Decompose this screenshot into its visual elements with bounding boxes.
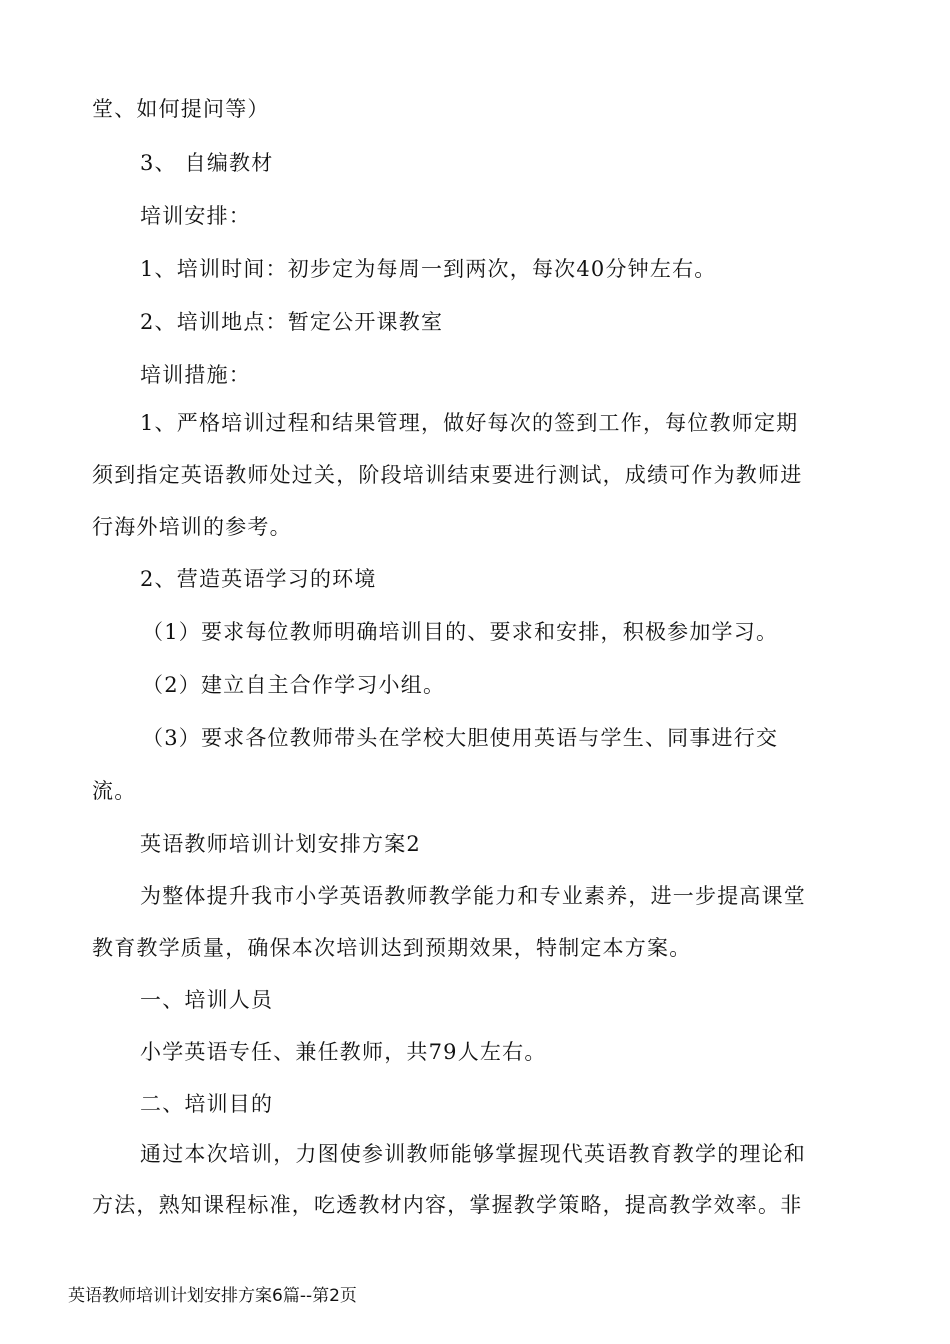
- section-heading: 培训措施：: [140, 363, 251, 387]
- paragraph-line: 1、严格培训过程和结果管理，做好每次的签到工作，每位教师定期: [140, 411, 799, 435]
- paragraph-line: 为整体提升我市小学英语教师教学能力和专业素养，进一步提高课堂: [140, 884, 806, 908]
- paragraph-line: 1、培训时间：初步定为每周一到两次，每次40分钟左右。: [140, 257, 717, 281]
- section-title: 英语教师培训计划安排方案2: [140, 832, 421, 856]
- list-item: （3）要求各位教师带头在学校大胆使用英语与学生、同事进行交: [142, 726, 779, 750]
- paragraph-line: 3、 自编教材: [140, 151, 274, 175]
- paragraph-line: 须到指定英语教师处过关，阶段培训结束要进行测试，成绩可作为教师进: [92, 463, 803, 487]
- section-heading: 培训安排：: [140, 204, 251, 228]
- list-item: （1）要求每位教师明确培训目的、要求和安排，积极参加学习。: [142, 620, 779, 644]
- paragraph-line: 2、培训地点：暂定公开课教室: [140, 310, 444, 334]
- paragraph-line: 通过本次培训，力图使参训教师能够掌握现代英语教育教学的理论和: [140, 1142, 806, 1166]
- paragraph-line: 2、营造英语学习的环境: [140, 567, 377, 591]
- paragraph-line: 小学英语专任、兼任教师，共79人左右。: [140, 1040, 547, 1064]
- paragraph-line: 流。: [92, 779, 137, 803]
- section-heading: 一、培训人员: [140, 988, 274, 1012]
- paragraph-line: 教育教学质量，确保本次培训达到预期效果，特制定本方案。: [92, 936, 692, 960]
- paragraph-line: 堂、如何提问等）: [92, 97, 270, 121]
- paragraph-line: 行海外培训的参考。: [92, 515, 292, 539]
- section-heading: 二、培训目的: [140, 1092, 274, 1116]
- list-item: （2）建立自主合作学习小组。: [142, 673, 446, 697]
- page-footer: 英语教师培训计划安排方案6篇--第2页: [68, 1286, 357, 1306]
- paragraph-line: 方法，熟知课程标准，吃透教材内容，掌握教学策略，提高教学效率。非: [92, 1193, 803, 1217]
